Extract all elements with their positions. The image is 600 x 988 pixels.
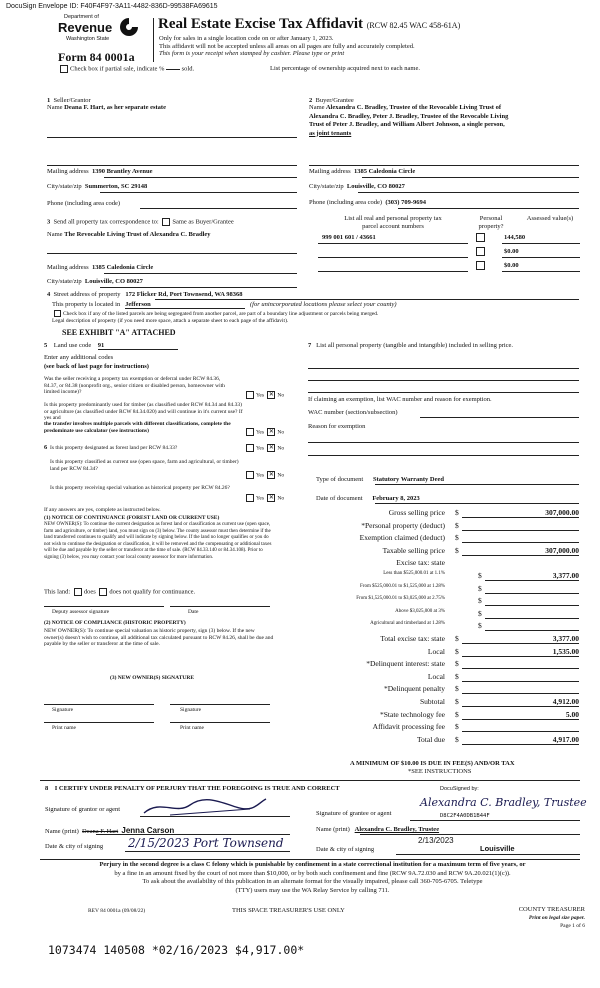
notice-compliance-body: NEW OWNER(S): To continue special valuation as historic property, sign (3) below. If the new owner(s) doesn't wish to continue, all additional tax calculated pursuant to RCW 84.26, shall be due and payable by the seller or transferor at the time of sale. [44, 628, 274, 647]
calc-row-label: Total excise tax: state [380, 634, 445, 643]
timber-question: Is this property predominantly used for timber (as classified under RCW 84.34 and 84.33) or agriculture (as classified under RCW 84.34.020) and will continue in it's current use? If yes and [44, 402, 243, 421]
calc-row-label: Total due [416, 734, 445, 744]
calc-row-label: Local [427, 646, 445, 656]
street-address-row: 4 Street address of property 172 Flicker Rd, Port Townsend, WA 98368 [47, 291, 243, 298]
legal-description-exhibit: SEE EXHIBIT "A" ATTACHED [62, 328, 176, 337]
assessed-value-header: Assessed value(s) [526, 215, 574, 222]
dollar-sign: $ [478, 571, 482, 580]
docusigned-label: DocuSigned by: [440, 786, 479, 792]
notice-continuance-body: NEW OWNER(S): To continue the current designation as forest land or classification as current use (open space, farm and agriculture, or timber) land, you must sign on (3) below. The county assessor must then determine if the land transferred continues to qualify and will indicate by signing below. If the land no longer qualifies or you do not wish to continue the designation or classification, it will be removed and the compensating or additional taxes will be due and payable by the seller or transferor at the time of sale. (RCW 84.33.140 or 84.34.108). Prior to signing (3) below, you may contact your local county assessor for more information. [44, 522, 272, 560]
calc-row-value [462, 722, 579, 732]
buyer-phone-row: Phone (including area code) (303) 709-9694 [309, 199, 426, 206]
grantor-name-row: Name (print) Deana F. Hart Jenna Carson [45, 826, 175, 835]
dollar-sign: $ [455, 684, 459, 694]
calc-row-label: *Delinquent penalty [383, 684, 445, 694]
dollar-sign: $ [455, 634, 459, 643]
calc-row-label: Above $3,025,000 at 3% [395, 608, 445, 614]
buyer-mail-row: Mailing address 1385 Caledonia Circle [309, 168, 416, 175]
personal-property-checkbox-1[interactable] [474, 233, 487, 242]
calc-row-value [462, 684, 579, 694]
dollar-sign: $ [478, 621, 482, 631]
reason-label: Reason for exemption [308, 423, 366, 430]
rev-number: REV 84 0001a (09/08/22) [88, 908, 146, 914]
new-owner-print-label-1: Print name [52, 725, 76, 731]
grantor-date-city: 2/15/2023 Port Townsend [128, 836, 284, 850]
current-use-yes-no: Yes ✕ No [244, 471, 284, 479]
segregated-checkbox[interactable] [54, 310, 61, 317]
calc-row-label: Subtotal [419, 697, 445, 706]
exemption-yes-no: Yes ✕ No [244, 391, 284, 399]
exemption-label: If claiming an exemption, list WAC number and reason for exemption. [308, 396, 492, 403]
calc-row-value: 4,917.00 [462, 735, 579, 745]
calc-row-value [485, 621, 579, 631]
header-notes: Only for sales in a single location code on or after January 1, 2023. This affidavit will not be accepted unless all areas on all pages are fully and accurately completed. This form is your receipt when stamped by cashier. Please type or print [159, 35, 415, 57]
personal-property-checkbox-3[interactable] [474, 261, 487, 270]
doc-type-row: Type of document Statutory Warranty Deed [316, 476, 444, 483]
dor-logo: Department of Revenue Washington State [58, 14, 150, 58]
tax-corr-name: Name The Revocable Living Trust of Alexandra C. Bradley [47, 231, 211, 238]
grantee-city: Louisville [480, 844, 515, 853]
dollar-sign: $ [455, 646, 459, 656]
calc-row-value [485, 584, 579, 594]
tax-corr-row: 3 Send all property tax correspondence to: Same as Buyer/Grantee [47, 218, 234, 226]
calc-row-value: 3,377.00 [462, 634, 579, 644]
assessed-value-1: 144,580 [504, 234, 526, 241]
parcel-number-1: 999 001 601 / 43661 [322, 234, 376, 241]
partial-sale-row: Check box if partial sale, indicate % sold. [58, 65, 194, 73]
grantee-sig-label: Signature of grantee or agent [316, 810, 392, 817]
personal-property-checkbox-2[interactable] [474, 247, 487, 256]
calc-row-label: Gross selling price [388, 508, 445, 517]
grantee-name-row: Name (print) Alexandra C. Bradley, Trustee [316, 826, 440, 833]
grantee-date: 2/13/2023 [418, 836, 454, 845]
doc-date-row: Date of document February 8, 2023 [316, 495, 420, 502]
dollar-sign: $ [455, 520, 459, 530]
calc-row-label: Less than $525,000.01 at 1.1% [383, 571, 445, 576]
segregated-row: Check box if any of the listed parcels are being segregated from another parcel, are part of a boundary line adjustment or parcels being merged. [52, 310, 378, 317]
tax-corr-mail: Mailing address 1385 Caledonia Circle [47, 264, 154, 271]
receipt-stamp: 1073474 140508 *02/16/2023 $4,917.00* [48, 943, 305, 957]
form-title: Real Estate Excise Tax Affidavit (RCW 82.45 WAC 458-61A) [158, 16, 461, 32]
dollar-sign: $ [455, 709, 459, 719]
calc-row-label: From $1,525,000.01 to $3,025,000 at 2.75% [356, 596, 445, 602]
calc-row-label: Excise tax: state [396, 558, 445, 568]
seller-phone-label: Phone (including area code) [47, 200, 121, 207]
wac-label: WAC number (section/subsection) [308, 409, 398, 416]
calc-row-value [485, 609, 579, 619]
current-use-question: Is this property classified as current use (open space, farm and agricultural, or timber) land per RCW 84.34? [50, 459, 239, 472]
answer-instructions: If any answers are yes, complete as instructed below. [44, 507, 161, 513]
parcels-header: List all real and personal property tax parcel account numbers [344, 215, 442, 230]
forest-question: 6 Is this property designated as forest land per RCW 84.33? [44, 444, 178, 451]
assessed-value-2: $0.00 [504, 248, 519, 255]
multi-parcel-note: the transfer involves multiple parcels with different classifications, complete the predominate use calculator (see instructions) [44, 421, 231, 434]
calc-row-value: 307,000.00 [462, 508, 579, 518]
calc-row-value [462, 672, 579, 682]
grantee-signature: Alexandra C. Bradley, Trustee [420, 796, 587, 809]
see-instructions-note: *SEE INSTRUCTIONS [408, 768, 472, 775]
calc-row-label: *Delinquent interest: state [366, 659, 445, 669]
dollar-sign: $ [455, 671, 459, 681]
dollar-sign: $ [478, 596, 482, 606]
assessed-value-3: $0.00 [504, 262, 519, 269]
seller-section: 1 Seller/Grantor Name Deana F. Hart, as her separate estate [47, 97, 166, 111]
calc-row-label: Exemption claimed (deduct) [359, 533, 445, 543]
form-number: Form 84 0001a [58, 50, 135, 64]
partial-sale-checkbox[interactable] [60, 65, 68, 73]
calc-row-label: Local [427, 671, 445, 681]
calc-row-value: 307,000.00 [462, 546, 579, 556]
dollar-sign: $ [455, 659, 459, 669]
legal-description-label: Legal description of property (if you need more space, attach a separate sheet to each page of the affidavit). [52, 318, 289, 324]
calc-row-label: *Personal property (deduct) [361, 520, 445, 530]
notice-compliance-title: (2) NOTICE OF COMPLIANCE (HISTORIC PROPERTY) [44, 620, 186, 626]
historic-question: Is this property receiving special valuation as historical property per RCW 84.26? [50, 485, 230, 491]
perjury-notice: Perjury in the second degree is a class C felony which is punishable by confinement in a state correctional institution for a maximum term of five years, or by a fine in an amount fixed by the court of not more than $10,000, or by both such confinement and fine (RCW 9A.72.030 and RCW 9A.20.021(1)(c)). To ask about the availability of this publication in an alternate format for the visually impaired, please call 360-705-6705. Teletype (TTY) users may use the WA Relay Service by calling 711. [99, 861, 526, 894]
same-as-buyer-checkbox[interactable] [162, 218, 170, 226]
grantor-date-label: Date & city of signing [45, 843, 104, 850]
calc-row-value [462, 521, 579, 531]
new-owner-print-label-2: Print name [180, 725, 204, 731]
calc-row-label: Affidavit processing fee [372, 722, 445, 732]
minimum-fee-note: A MINIMUM OF $10.00 IS DUE IN FEE(S) AND/OR TAX [350, 760, 515, 767]
additional-codes-label: Enter any additional codes [44, 354, 114, 361]
calc-row-label: Taxable selling price [382, 545, 445, 555]
deputy-sig-label: Deputy assessor signature [52, 609, 110, 615]
envelope-id: DocuSign Envelope ID: F40F4F97-3A11-4482-836D-99538FA69615 [6, 3, 218, 10]
historic-yes-no: Yes ✕ No [244, 494, 284, 502]
dollar-sign: $ [478, 608, 482, 618]
notice-continuance-title: (1) NOTICE OF CONTINUANCE (FOREST LAND OR CURRENT USE) [44, 515, 220, 521]
county-treasurer: COUNTY TREASURER Print on legal size paper. Page 1 of 6 [518, 906, 585, 929]
calc-row-value [462, 533, 579, 543]
dollar-sign: $ [455, 722, 459, 732]
calc-row-label: *State technology fee [380, 709, 445, 719]
dollar-sign: $ [478, 583, 482, 593]
county-row: This property is located in Jefferson (for unincorporated locations please select your county) [52, 301, 397, 308]
calc-row-value [485, 596, 579, 606]
see-back-note: (see back of last page for instructions) [44, 363, 149, 370]
land-use-row: 5 Land use code 91 [44, 342, 178, 350]
seller-name: Deana F. Hart, as her separate estate [64, 104, 166, 111]
new-owner-sig-label-2: Signature [180, 707, 202, 713]
seller-city-row: City/state/zip Summerton, SC 29148 [47, 183, 148, 190]
personal-property-header: Personal property? [478, 215, 504, 230]
treasurer-space: THIS SPACE TREASURER'S USE ONLY [232, 907, 345, 914]
ownership-note: List percentage of ownership acquired next to each name. [270, 65, 420, 72]
tax-corr-city: City/state/zip Louisville, CO 80027 [47, 278, 143, 285]
docusign-code: D8C2F4A0DB1B44F [440, 813, 490, 819]
timber-yes-no: Yes ✕ No [244, 428, 284, 436]
qualify-row: This land: does does not qualify for continuance. [44, 588, 196, 596]
seller-mail-row: Mailing address 1390 Brantley Avenue [47, 168, 153, 175]
grantor-sig-label: Signature of grantor or agent [45, 806, 121, 813]
calc-row-label: Agricultural and timberland at 1.28% [370, 621, 445, 627]
certify-statement: 8 I CERTIFY UNDER PENALTY OF PERJURY THAT THE FOREGOING IS TRUE AND CORRECT [45, 785, 340, 792]
dollar-sign: $ [455, 545, 459, 555]
calc-row-label: From $525,000.01 to $1,525,000 at 1.28% [360, 583, 445, 589]
deputy-date-label: Date [188, 609, 199, 615]
dollar-sign: $ [455, 533, 459, 543]
dollar-sign: $ [455, 734, 459, 744]
new-owner-sig-label-1: Signature [52, 707, 74, 713]
calc-row-value: 5.00 [462, 710, 579, 720]
dollar-sign: $ [455, 697, 459, 706]
personal-property-list-label: 7 List all personal property (tangible and intangible) included in selling price. [308, 342, 514, 349]
calc-row-value: 3,377.00 [485, 571, 579, 581]
buyer-section: 2 Buyer/Grantee Name Alexandra C. Bradley, Trustee of the Revocable Living Trust of Alexandra C. Bradley, Peter J. Bradley, Trustee of the Revocable Living Trust of Peter J. Bradley, and William Albert Johnson, a single person, as joint tenants [309, 97, 509, 137]
buyer-city-row: City/state/zip Louisville, CO 80027 [309, 183, 405, 190]
grantee-date-label: Date & city of signing [316, 846, 375, 853]
calc-row-value: 4,912.00 [462, 697, 579, 707]
calc-row-value: 1,535.00 [462, 647, 579, 657]
exemption-question: Was the seller receiving a property tax exemption or deferral under RCW 84.36, 84.37, or 84.38 (nonprofit org., senior citizen or disabled person, homeowner with limited income)? [44, 376, 225, 395]
dollar-sign: $ [455, 508, 459, 517]
forest-yes-no: Yes ✕ No [244, 444, 284, 452]
revenue-swirl-icon [118, 16, 140, 36]
new-owner-sig-title: (3) NEW OWNER(S) SIGNATURE [110, 675, 194, 681]
calc-row-value [462, 659, 579, 669]
